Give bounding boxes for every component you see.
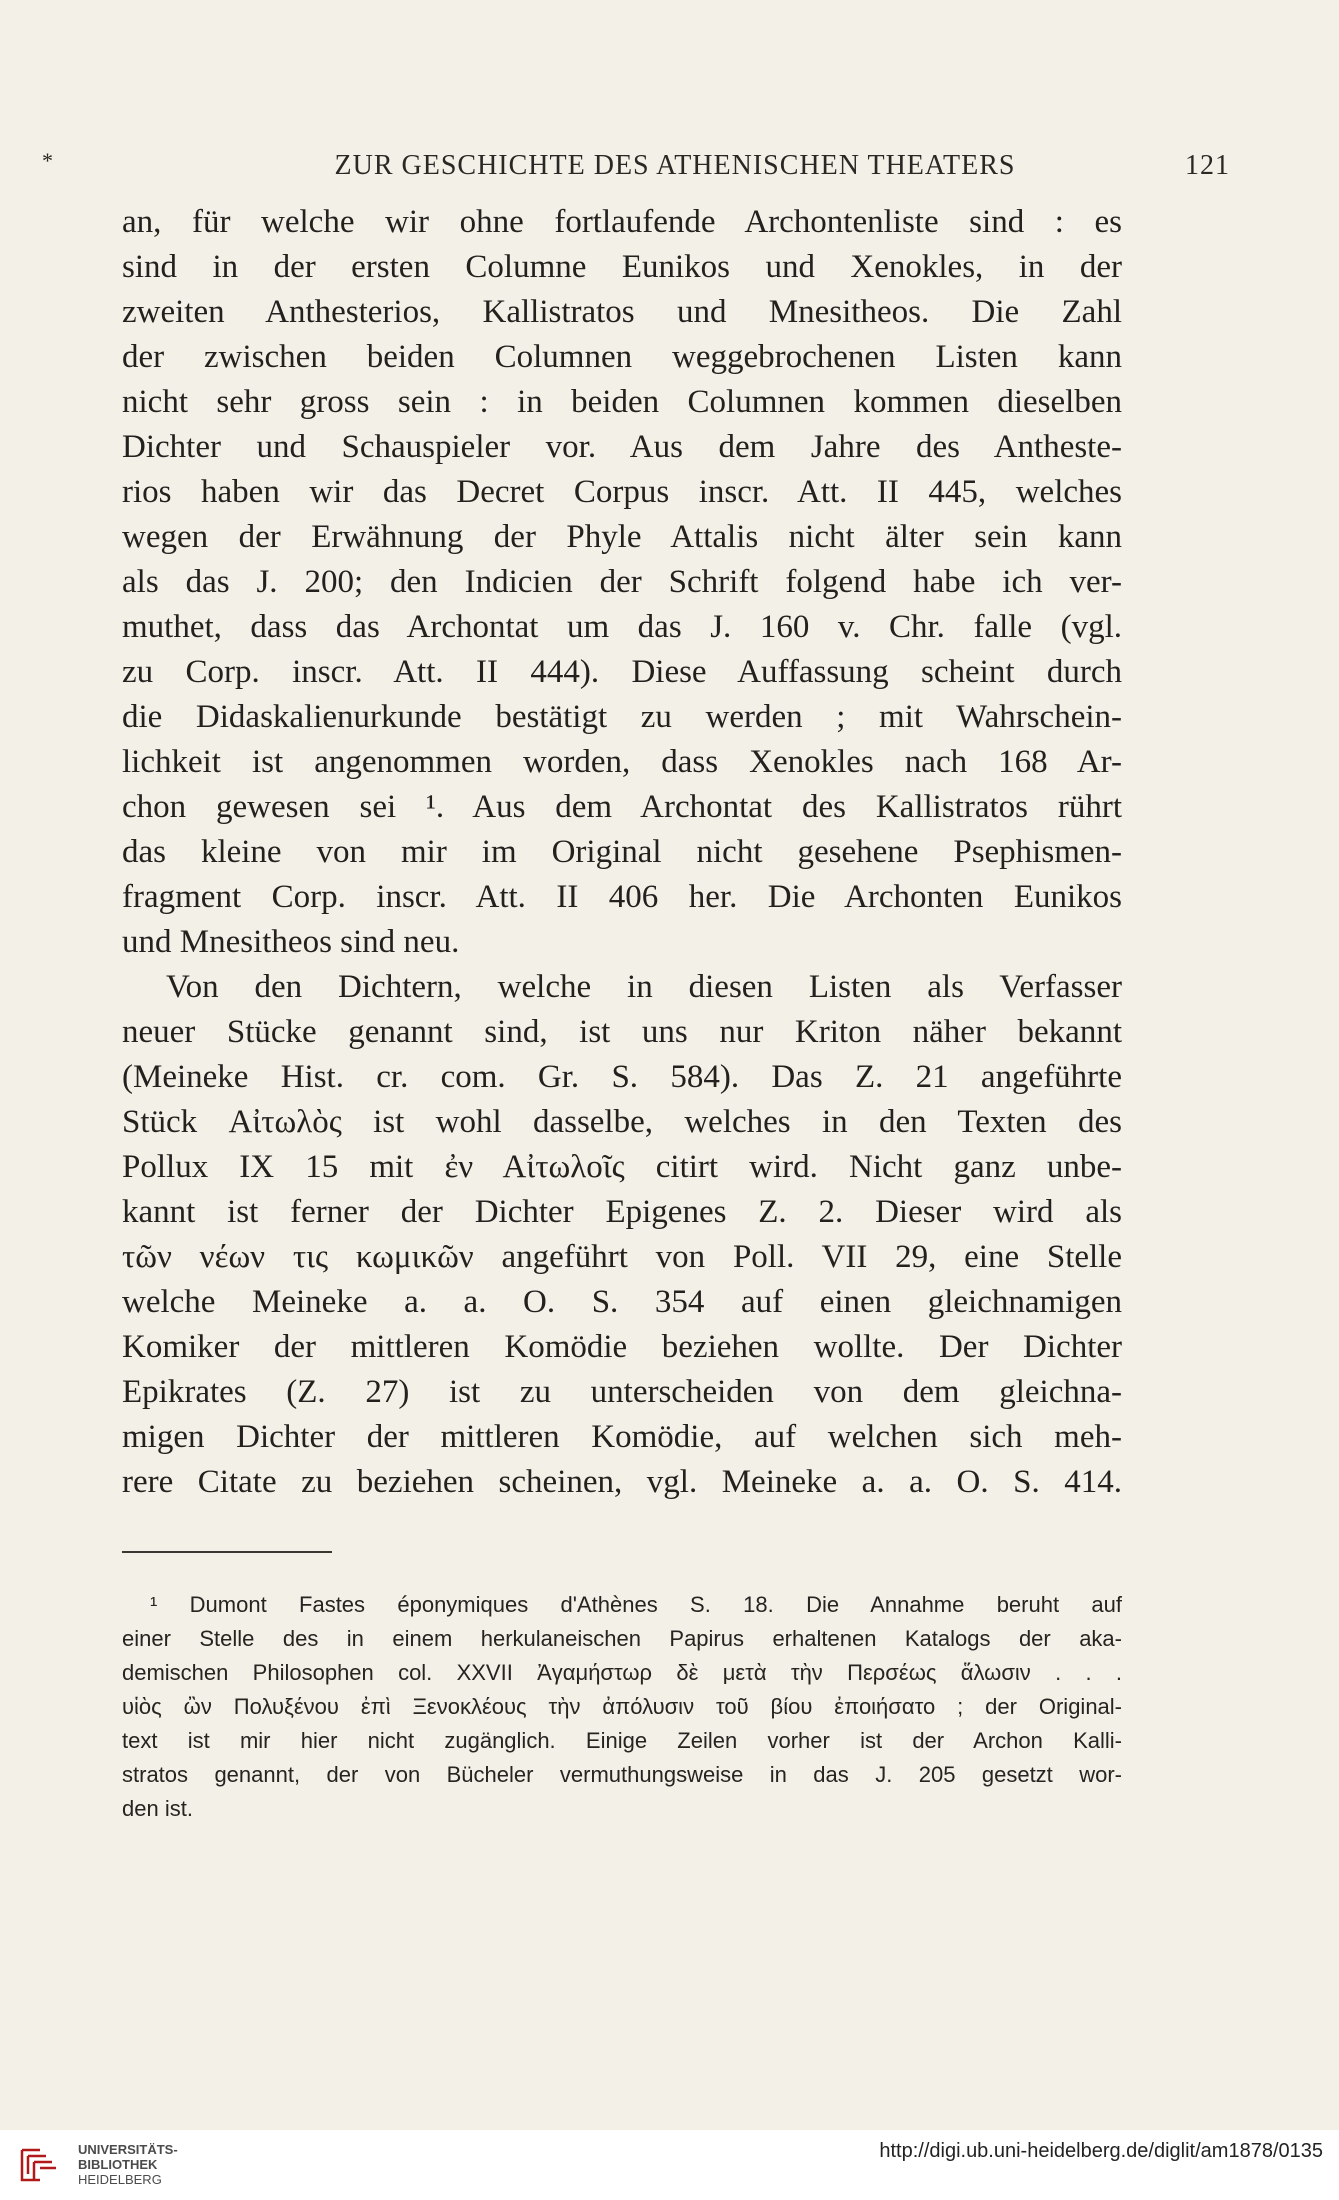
- text-line: lichkeit ist angenommen worden, dass Xenokles nach 168 Ar-: [122, 744, 1122, 780]
- footnote-line: demischen Philosophen col. XXVII Ἀγαμήστωρ δὲ μετὰ τὴν Περσέως ἅλωσιν . . .: [122, 1660, 1122, 1685]
- text-line: nicht sehr gross sein : in beiden Columnen kommen dieselben: [122, 384, 1122, 420]
- text-line: Von den Dichtern, welche in diesen Listen als Verfasser: [166, 969, 1122, 1005]
- text-line: Dichter und Schauspieler vor. Aus dem Jahre des Antheste-: [122, 429, 1122, 465]
- text-line: (Meineke Hist. cr. com. Gr. S. 584). Das Z. 21 angeführte: [122, 1059, 1122, 1095]
- footer-bar: [0, 2130, 1339, 2200]
- text-line: Komiker der mittleren Komödie beziehen wollte. Der Dichter: [122, 1329, 1122, 1365]
- text-line: Epikrates (Z. 27) ist zu unterscheiden von dem gleichna-: [122, 1374, 1122, 1410]
- text-line: neuer Stücke genannt sind, ist uns nur Kriton näher bekannt: [122, 1014, 1122, 1050]
- text-line: rios haben wir das Decret Corpus inscr. Att. II 445, welches: [122, 474, 1122, 510]
- main-text: [122, 200, 1122, 1505]
- footnote-line: ¹ Dumont Fastes éponymiques d'Athènes S. 18. Die Annahme beruht auf: [150, 1592, 1122, 1617]
- footnote-line: stratos genannt, der von Bücheler vermuthungsweise in das J. 205 gesetzt wor-: [122, 1762, 1122, 1787]
- paragraph-1: [122, 200, 1122, 965]
- text-line: der zwischen beiden Columnen weggebrochenen Listen kann: [122, 339, 1122, 375]
- library-name: [78, 2142, 178, 2187]
- library-name-line: HEIDELBERG: [78, 2172, 162, 2187]
- footnote: [122, 1588, 1122, 1826]
- header-mark: *: [42, 148, 54, 173]
- footnote-line: υἱὸς ὢν Πολυξένου ἐπὶ Ξενοκλέους τὴν ἀπόλυσιν τοῦ βίου ἐποιήσατο ; der Original-: [122, 1694, 1122, 1719]
- text-line: muthet, dass das Archontat um das J. 160 v. Chr. falle (vgl.: [122, 609, 1122, 645]
- text-line: als das J. 200; den Indicien der Schrift folgend habe ich ver-: [122, 564, 1122, 600]
- text-line: fragment Corp. inscr. Att. II 406 her. Die Archonten Eunikos: [122, 879, 1122, 915]
- footnote-rule: [122, 1551, 332, 1553]
- footnote-line: einer Stelle des in einem herkulaneischen Papirus erhaltenen Katalogs der aka-: [122, 1626, 1122, 1651]
- text-line: rere Citate zu beziehen scheinen, vgl. Meineke a. a. O. S. 414.: [122, 1464, 1122, 1500]
- text-line: die Didaskalienurkunde bestätigt zu werden ; mit Wahrschein-: [122, 699, 1122, 735]
- footnote-line: den ist.: [122, 1796, 193, 1821]
- library-name-line: UNIVERSITÄTS-: [78, 2142, 178, 2157]
- page-number: 121: [1185, 150, 1230, 181]
- running-title: ZUR GESCHICHTE DES ATHENISCHEN THEATERS: [334, 150, 1016, 181]
- text-line: kannt ist ferner der Dichter Epigenes Z. 2. Dieser wird als: [122, 1194, 1122, 1230]
- running-header: [42, 148, 1230, 190]
- paragraph-2: [122, 965, 1122, 1505]
- text-line: wegen der Erwähnung der Phyle Attalis nicht älter sein kann: [122, 519, 1122, 555]
- text-line: Stück Αἰτωλὸς ist wohl dasselbe, welches in den Texten des: [122, 1104, 1122, 1140]
- library-logo-icon: [18, 2142, 60, 2184]
- text-line: chon gewesen sei ¹. Aus dem Archontat des Kallistratos rührt: [122, 789, 1122, 825]
- text-line: zu Corp. inscr. Att. II 444). Diese Auffassung scheint durch: [122, 654, 1122, 690]
- source-url-link[interactable]: http://digi.ub.uni-heidelberg.de/diglit/am1878/0135: [879, 2140, 1323, 2162]
- text-line: das kleine von mir im Original nicht gesehene Psephismen-: [122, 834, 1122, 870]
- text-line: migen Dichter der mittleren Komödie, auf welchen sich meh-: [122, 1419, 1122, 1455]
- text-line: sind in der ersten Columne Eunikos und Xenokles, in der: [122, 249, 1122, 285]
- text-line: welche Meineke a. a. O. S. 354 auf einen gleichnamigen: [122, 1284, 1122, 1320]
- text-line: τῶν νέων τις κωμικῶν angeführt von Poll. VII 29, eine Stelle: [122, 1239, 1122, 1275]
- text-line: zweiten Anthesterios, Kallistratos und Mnesitheos. Die Zahl: [122, 294, 1122, 330]
- footnote-line: text ist mir hier nicht zugänglich. Einige Zeilen vorher ist der Archon Kalli-: [122, 1728, 1122, 1753]
- library-name-line: BIBLIOTHEK: [78, 2157, 158, 2172]
- text-line: an, für welche wir ohne fortlaufende Archontenliste sind : es: [122, 204, 1122, 240]
- text-line: und Mnesitheos sind neu.: [122, 924, 460, 960]
- text-line: Pollux IX 15 mit ἐν Αἰτωλοῖς citirt wird. Nicht ganz unbe-: [122, 1149, 1122, 1185]
